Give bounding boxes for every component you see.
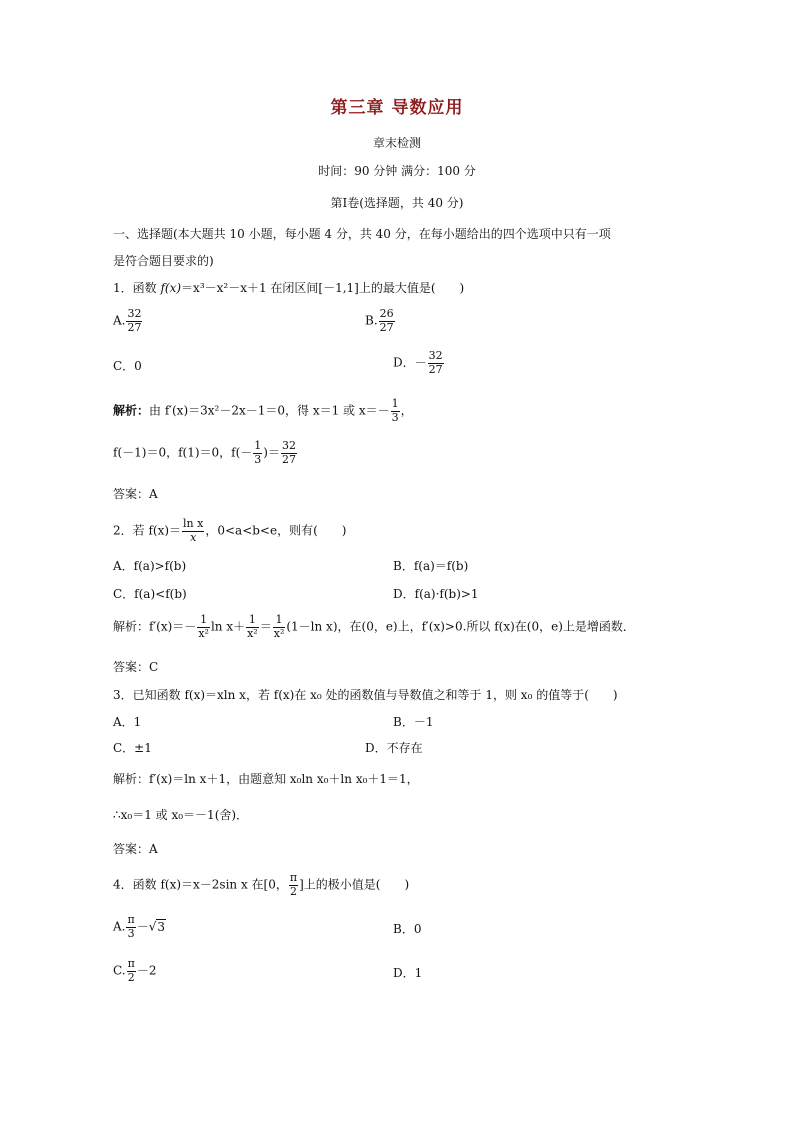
q1-stem-text-a: 函数: [132, 281, 161, 295]
fraction-denominator: 3: [254, 452, 262, 466]
q4-stem-text-b: ]上的极小值是( ): [299, 877, 410, 892]
q2-solution-text-d: (1－ln x)，在(0，e)上，f′(x)>0.所以 f(x)在(0，e)上是增函数．: [286, 619, 635, 634]
q1-answer: 答案：A: [113, 487, 158, 501]
q1-option-d-label: D．－: [393, 355, 427, 370]
q1-solution-line2: [113, 440, 298, 466]
fraction-numerator: 32: [127, 307, 142, 320]
fraction-denominator: 27: [379, 320, 394, 334]
q1-option-d-fraction: [428, 350, 444, 376]
fraction-denominator: x: [190, 530, 197, 544]
q1-option-a: [113, 308, 143, 334]
q2-answer: 答案：C: [113, 660, 159, 674]
fraction-numerator: 1: [254, 439, 262, 452]
q2-stem-text-a: 若 f(x)＝: [132, 523, 182, 538]
fraction-numerator: π: [289, 871, 298, 884]
q1-solution-line2-text: f(－1)＝0，f(1)＝0，f(－: [113, 445, 253, 460]
q4-stem: [113, 872, 409, 898]
fraction-numerator: 1: [391, 397, 399, 410]
q4-option-c-end: －2: [136, 963, 157, 978]
volume-heading: 第Ⅰ卷(选择题，共 40 分): [330, 196, 464, 210]
fraction-numerator: 26: [379, 307, 394, 320]
q2-stem-fraction: [182, 518, 204, 544]
q1-stem-fx: f(x): [160, 281, 182, 295]
fraction-denominator: 2: [127, 970, 135, 984]
chapter-title: 第三章 导数应用: [330, 98, 464, 118]
subtitle: 章末检测: [372, 136, 421, 150]
q2-solution-text-c: ＝: [259, 619, 272, 634]
q1-option-b: [365, 308, 396, 334]
q2-stem: [113, 518, 346, 544]
section-intro-line2: 是符合题目要求的): [113, 254, 214, 268]
q2-option-d: D．f(a)·f(b)>1: [393, 587, 479, 601]
q4-option-a-label: A.: [113, 919, 126, 934]
q1-number: 1．: [113, 281, 133, 295]
q1-option-b-fraction: [379, 308, 395, 334]
q4-option-c-label: C.: [113, 963, 126, 978]
fraction-numerator: π: [127, 957, 135, 970]
q1-solution-text: 由 f′(x)＝3x²－2x－1＝0，得 x＝1 或 x＝－: [149, 403, 390, 418]
q3-option-b: B．－1: [393, 715, 434, 729]
solution-label: 解析：: [113, 403, 150, 418]
fraction-denominator: 27: [127, 320, 142, 334]
fraction-denominator: x²: [247, 626, 258, 640]
q4-option-a: [113, 914, 166, 940]
q2-solution-text-a: 解析：f′(x)＝－: [113, 619, 197, 634]
q3-option-c: C．±1: [113, 741, 152, 755]
q2-option-a: A．f(a)>f(b): [113, 559, 187, 573]
q1-option-b-label: B.: [365, 313, 378, 328]
fraction-denominator: 27: [281, 452, 296, 466]
q3-option-d: D．不存在: [365, 741, 423, 755]
q1-option-a-label: A.: [113, 313, 126, 328]
fraction-numerator: π: [127, 913, 135, 926]
q2-stem-text-b: ，0<a<b<e，则有( ): [205, 523, 347, 538]
q4-option-a-sqrt-sign: －√: [136, 919, 157, 934]
fraction-denominator: x²: [273, 626, 285, 640]
fraction-numerator: 32: [281, 439, 296, 452]
fraction-denominator: 2: [289, 884, 297, 898]
q3-stem: 3．已知函数 f(x)＝xln x，若 f(x)在 x₀ 处的函数值与导数值之和等于 1，则 x₀ 的值等于( ): [113, 688, 618, 702]
fraction-numerator: ln x: [183, 517, 204, 530]
q2-solution-fraction-2: [246, 614, 259, 640]
q3-solution-line2: ∴x₀＝1 或 x₀＝－1(舍)．: [113, 808, 249, 822]
q3-answer: 答案：A: [113, 842, 158, 856]
q1-solution-line2-fraction: [253, 440, 262, 466]
fraction-denominator: 27: [428, 362, 443, 376]
q3-solution-line1: 解析：f′(x)＝ln x＋1，由题意知 x₀ln x₀＋ln x₀＋1＝1，: [113, 772, 419, 786]
section-intro-line1: 一、选择题(本大题共 10 小题，每小题 4 分，共 40 分，在每小题给出的四个选项中只有一项: [113, 227, 611, 241]
q4-option-c-fraction: [127, 958, 136, 984]
q1-solution-end: ，: [400, 403, 413, 418]
fraction-numerator: 1: [197, 614, 210, 628]
q4-option-b: B．0: [393, 922, 422, 936]
q1-stem: [113, 282, 464, 294]
fraction-numerator: 1: [273, 614, 286, 628]
q1-option-d: [393, 350, 445, 376]
q1-solution-line1: [113, 398, 413, 424]
fraction-denominator: 3: [391, 410, 399, 424]
fraction-denominator: 3: [127, 926, 135, 940]
q3-option-a: A．1: [113, 715, 142, 729]
q2-solution-fraction-3: [273, 614, 286, 640]
q1-option-a-fraction: [126, 308, 142, 334]
fraction-numerator: 32: [428, 349, 443, 362]
q2-solution-fraction-1: [197, 614, 210, 640]
q2-number: 2．: [113, 523, 133, 538]
fraction-numerator: 1: [246, 614, 259, 628]
q1-solution-line2-result: [281, 440, 297, 466]
q2-option-c: C．f(a)<f(b): [113, 587, 187, 601]
q1-stem-text-b: ＝x³－x²－x＋1 在闭区间[－1,1]上的最大值是( ): [181, 281, 465, 295]
q4-option-a-radicand: 3: [157, 919, 166, 934]
fraction-denominator: x²: [198, 626, 209, 640]
q4-option-a-fraction: [126, 914, 135, 940]
q1-solution-fraction: [391, 398, 400, 424]
q4-option-c: [113, 958, 156, 984]
q2-solution: [113, 614, 635, 640]
q1-solution-line2-mid: )＝: [263, 445, 280, 460]
q4-stem-text-a: 4．函数 f(x)＝x－2sin x 在[0，: [113, 877, 288, 892]
q1-option-c: C．0: [113, 359, 142, 373]
q4-stem-fraction: [289, 872, 298, 898]
time-info: 时间：90 分钟 满分：100 分: [318, 164, 476, 178]
q2-solution-text-b: ln x＋: [210, 619, 246, 634]
q2-option-b: B．f(a)＝f(b): [393, 559, 469, 573]
q4-option-d: D．1: [393, 966, 423, 980]
